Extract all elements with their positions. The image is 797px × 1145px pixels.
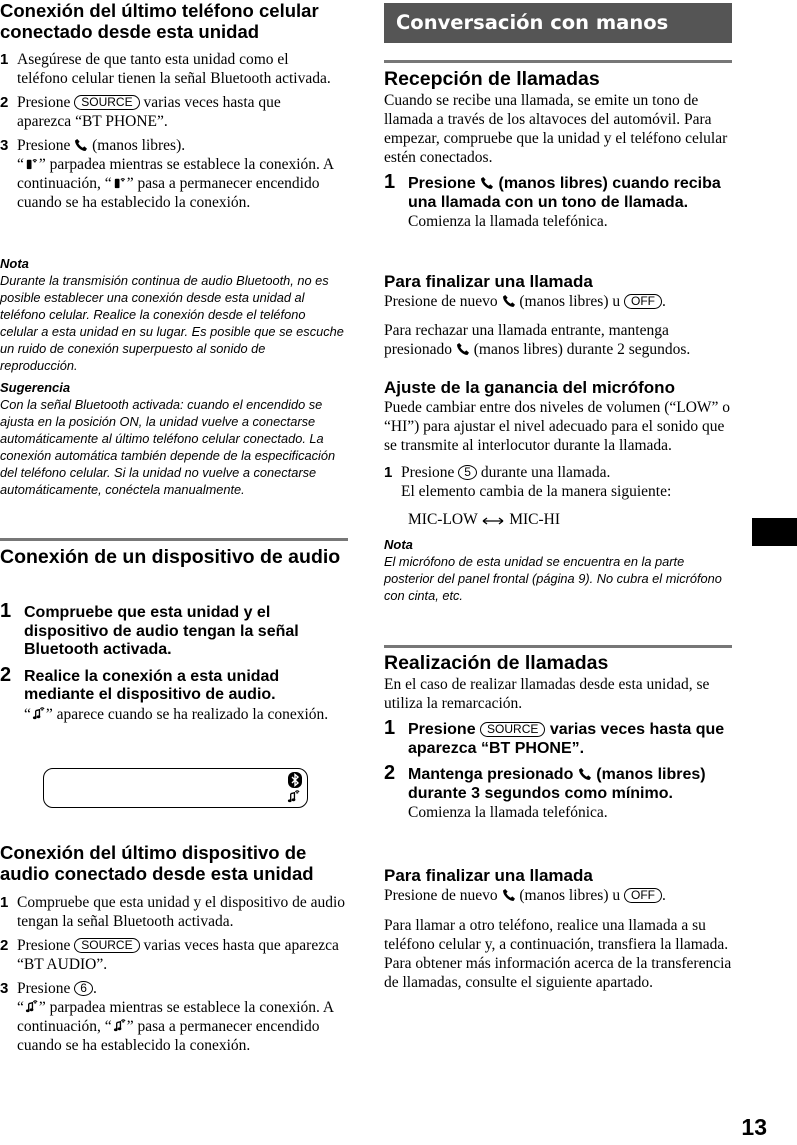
mic-gain-body: Puede cambiar entre dos niveles de volumen (“LOW” o “HI”) para ajustar el nivel adecuado para el sonido que se transmite al interlocutor durante la llamada. [384,399,731,454]
mic-toggle-sequence: MIC-LOW MIC-HI [408,511,561,528]
button-6[interactable]: 6 [74,981,93,996]
step-1-mic: 1 Presione 5 durante una llamada. El elemento cambia de la manera siguiente: [384,464,672,500]
audio-bluetooth-icon [112,1018,127,1033]
phone-bluetooth-icon [112,175,127,190]
source-button[interactable]: SOURCE [74,938,139,953]
receiving-body: Cuando se recibe una llamada, se emite un tono de llamada a través de los altavoces del automóvil. Para empezar, compruebe que la unidad y el teléfono celular estén conectados. [384,92,728,166]
step-2-making: 2 Mantenga presionado (manos libres) durante 3 segundos como mínimo. Comienza la llamada telefónica. [384,762,706,821]
step-1-last-audio: 1 Compruebe que esta unidad y el dispositivo de audio tengan la señal Bluetooth activada. [0,894,346,930]
phone-icon [578,767,592,781]
subheading-end-call: Para finalizar una llamada [384,272,593,291]
section-title-last-audio: Conexión del último dispositivo de audio conectado desde esta unidad [0,842,314,884]
subheading-mic-gain: Ajuste de la ganancia del micrófono [384,378,675,397]
step-2-last-phone: 2 Presione SOURCE varias veces hasta que aparezca “BT PHONE”. [0,94,281,130]
note-heading: Nota [384,537,413,552]
section-title-making-calls: Realización de llamadas [384,652,609,674]
section-title-audio-device: Conexión de un dispositivo de audio [0,546,341,568]
step-2-last-audio: 2 Presione SOURCE varias veces hasta que aparezca “BT AUDIO”. [0,937,339,973]
tip-heading: Sugerencia [0,380,71,395]
note-text: El micrófono de esta unidad se encuentra en la parte posterior del panel frontal (página 9). No cubra el micrófono con cinta, etc. [384,554,722,603]
phone-icon [74,138,88,152]
section-title-receiving: Recepción de llamadas [384,68,600,90]
audio-bluetooth-icon [286,789,301,804]
step-1-audio-device: 1 Compruebe que esta unidad y el dispositivo de audio tengan la señal Bluetooth activada. [0,600,299,658]
step-3-last-phone: 3 Presione (manos libres). “ ” parpadea mientras se establece la conexión. A continuación, “ ” pasa a permanecer encendido cuando se ha establecido la conexión. [0,137,334,211]
transfer-text: Para llamar a otro teléfono, realice una llamada a su teléfono celular y, a continuación, transfiera la llamada. [384,917,729,953]
source-button[interactable]: SOURCE [480,722,545,737]
phone-icon [502,888,516,902]
section-tab-marker [752,518,797,546]
section-title-last-phone: Conexión del último teléfono celular conectado desde esta unidad [0,0,319,42]
transfer-info-text: Para obtener más información acerca de la transferencia de llamadas, consulte el siguiente apartado. [384,955,732,991]
source-button[interactable]: SOURCE [74,95,139,110]
section-divider [384,60,732,63]
double-arrow-icon [481,516,505,526]
step-1-last-phone: 1 Asegúrese de que tanto esta unidad como el teléfono celular tienen la señal Bluetooth activada. [0,51,331,87]
page-number: 13 [741,1114,767,1140]
unit-display-illustration [43,768,308,808]
phone-icon [456,342,470,356]
phone-icon [502,294,516,308]
making-calls-body: En el caso de realizar llamadas desde esta unidad, se utiliza la remarcación. [384,676,710,712]
step-3-last-audio: 3 Presione 6 . “ ” parpadea mientras se establece la conexión. A continuación, “ ” pasa a permanecer encendido cuando se ha establecido la conexión. [0,980,334,1054]
note-heading: Nota [0,256,29,271]
audio-bluetooth-icon [31,706,46,721]
button-5[interactable]: 5 [458,465,477,480]
subheading-end-call: Para finalizar una llamada [384,866,593,885]
step-2-audio-device: 2 Realice la conexión a esta unidad mediante el dispositivo de audio. “ ” aparece cuando se ha realizado la conexión. [0,663,329,723]
section-divider [0,538,348,541]
note-text: Durante la transmisión continua de audio Bluetooth, no es posible establecer una conexión desde esta unidad al teléfono celular. Realice la conexión desde el teléfono celular a esta unidad en su lugar. Es posible que se escuche un ruido de conexión superpuesto al sonido de reproducción. [0,273,344,373]
section-divider [384,645,732,648]
bluetooth-icon [288,772,302,788]
chapter-banner: Conversación con manos libres [384,3,732,43]
tip-text: Con la señal Bluetooth activada: cuando el encendido se ajusta en la posición ON, la unidad vuelve a conectarse automáticamente al último teléfono celular conectado. La conexión automática también depende de la especificación del teléfono celular. Si la unidad no vuelve a conectarse automáticamente, conéctela manualmente. [0,397,336,497]
off-button[interactable]: OFF [624,294,662,309]
audio-bluetooth-icon [24,999,39,1014]
phone-icon [480,176,494,190]
off-button[interactable]: OFF [624,888,662,903]
step-1-receiving: 1 Presione (manos libres) cuando reciba una llamada con un tono de llamada. Comienza la llamada telefónica. [384,171,721,230]
step-1-making: 1 Presione SOURCE varias veces hasta que aparezca “BT PHONE”. [384,717,725,757]
phone-bluetooth-icon [24,156,39,171]
